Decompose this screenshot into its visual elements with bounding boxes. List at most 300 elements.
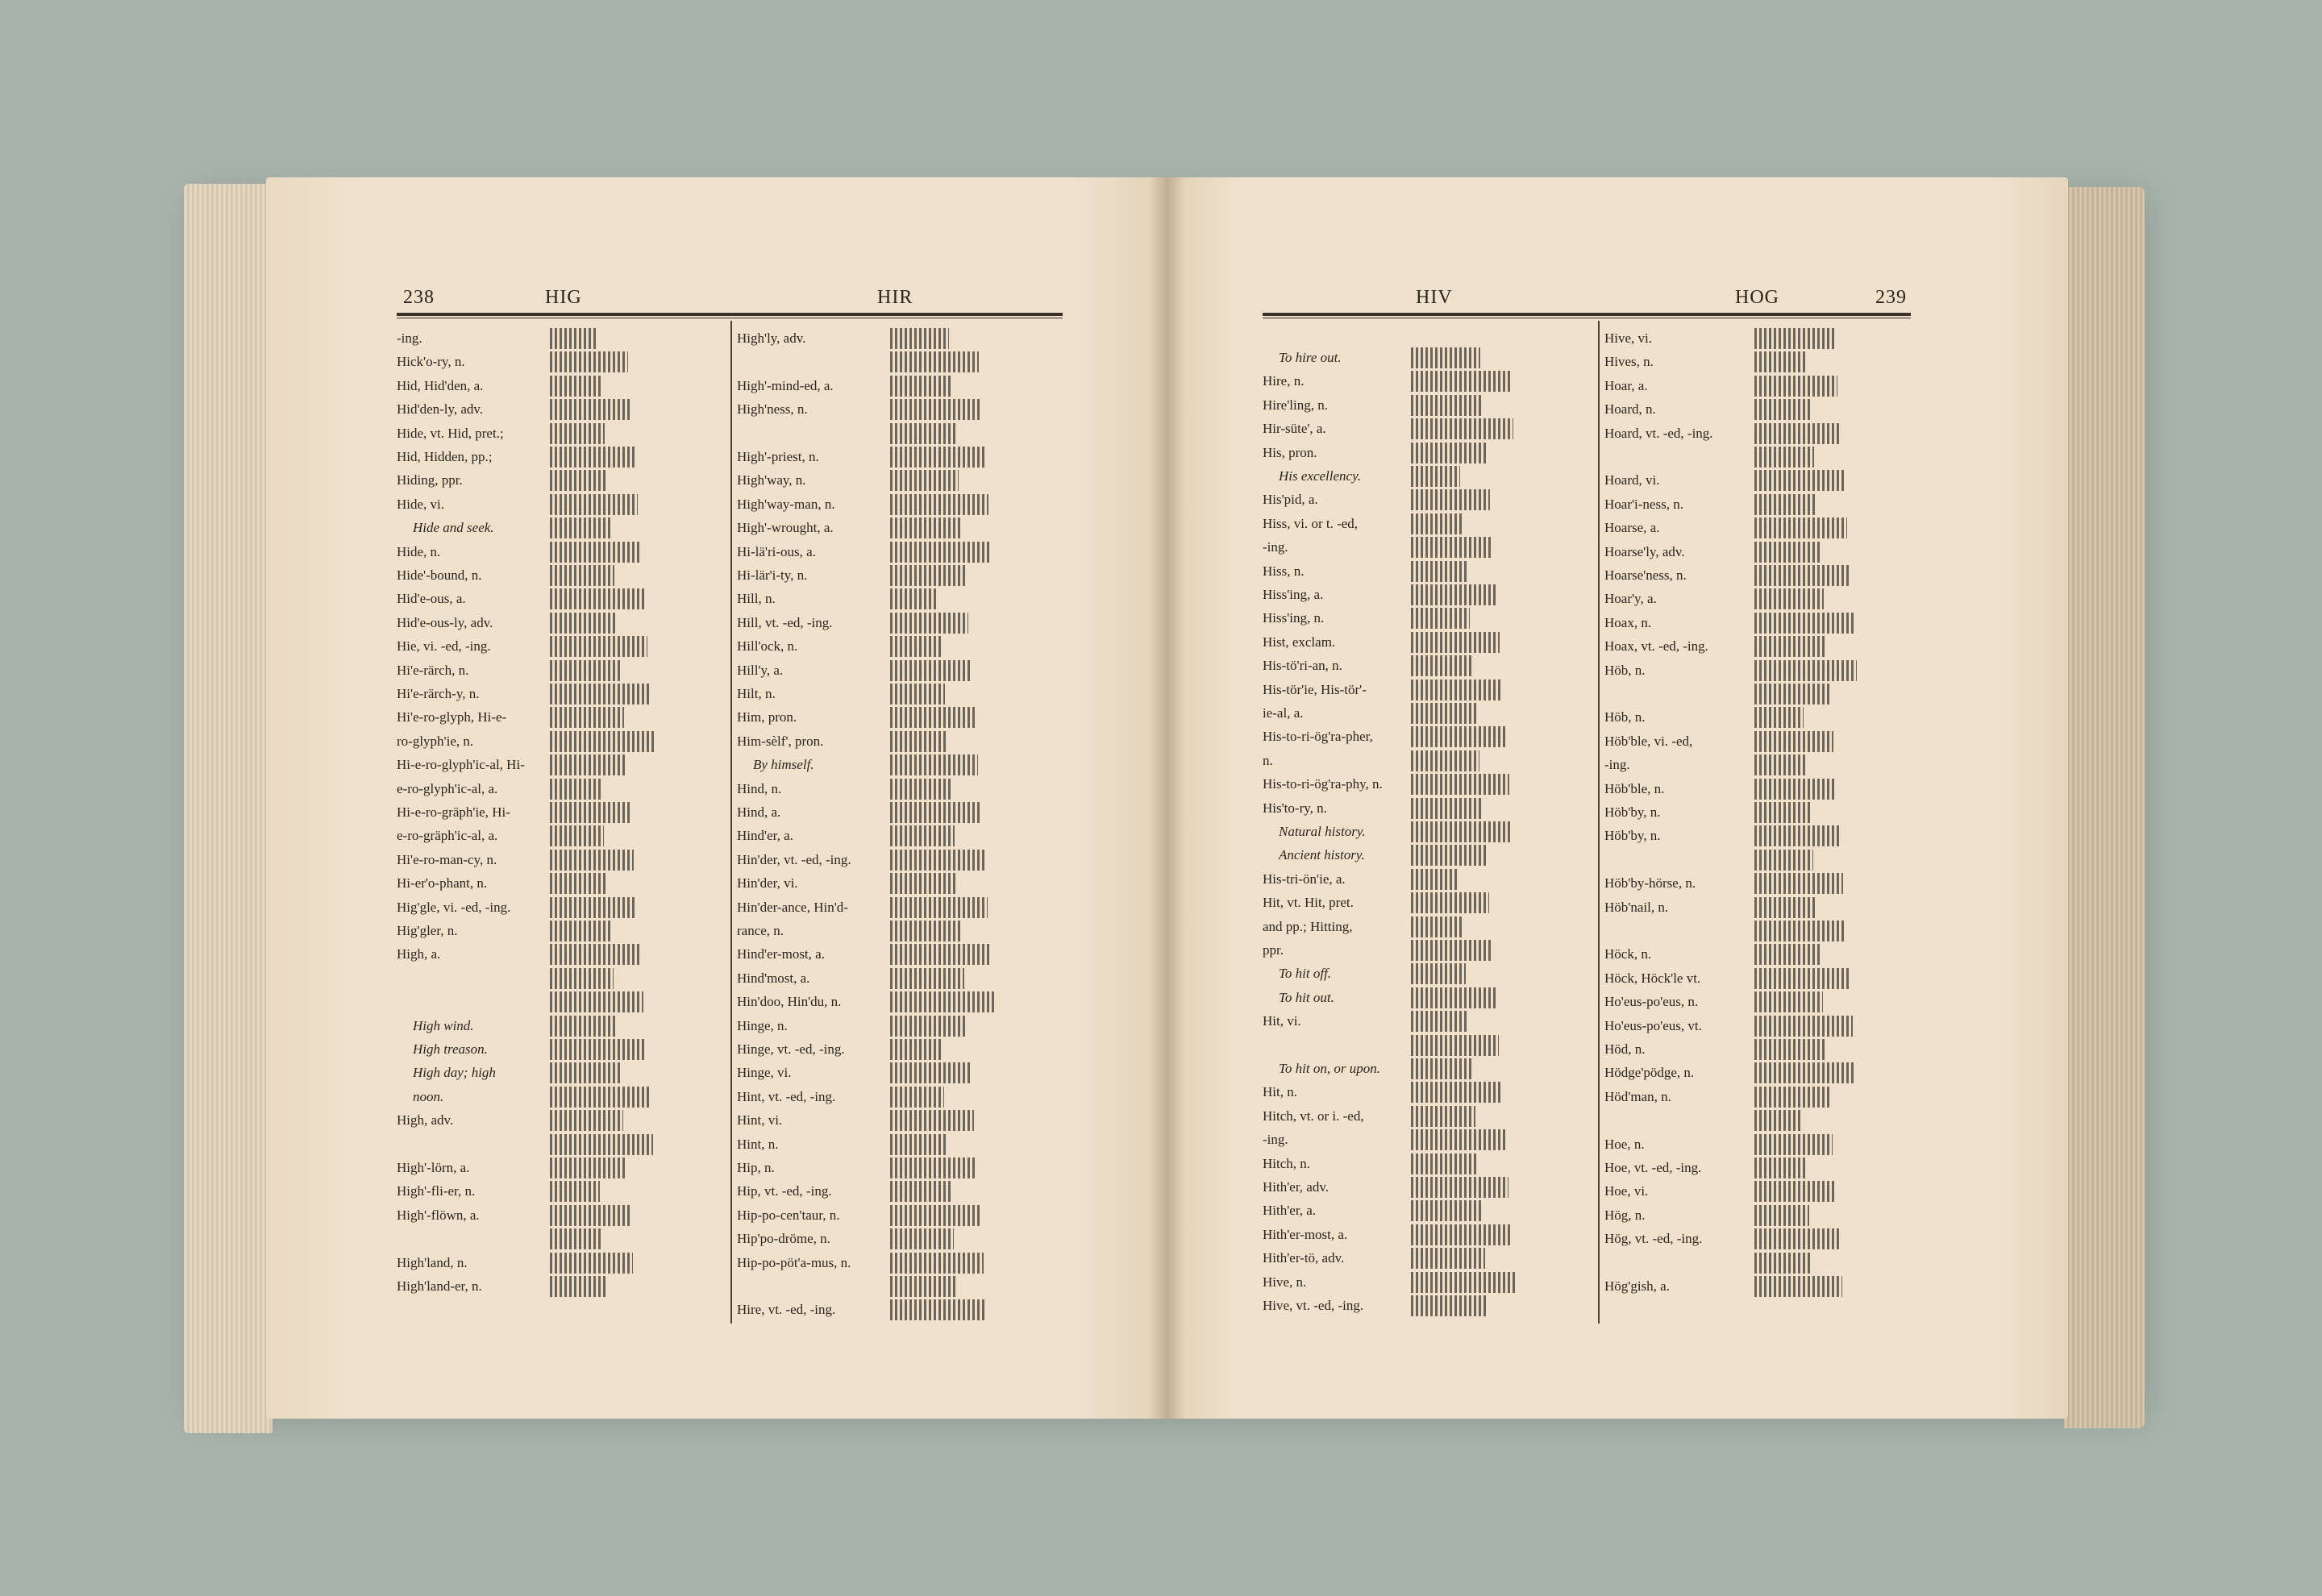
japanese-gloss-texture xyxy=(890,684,945,704)
dictionary-headword: Hoax, n. xyxy=(1604,614,1652,630)
dictionary-headword: Hive, vi. xyxy=(1604,330,1653,346)
dictionary-headword: Höb'ble, n. xyxy=(1604,780,1665,796)
dictionary-headword: Hire'ling, n. xyxy=(1263,397,1328,413)
dictionary-headword: Hith'er, a. xyxy=(1263,1203,1317,1219)
dictionary-headword: Hig'gler, n. xyxy=(397,923,458,938)
japanese-gloss-texture xyxy=(890,351,979,372)
japanese-gloss-texture xyxy=(890,1276,957,1297)
japanese-gloss-texture xyxy=(550,825,604,846)
japanese-gloss-texture xyxy=(890,1205,980,1226)
dictionary-headword: Hide and seek. xyxy=(413,520,494,536)
japanese-gloss-texture xyxy=(1411,418,1513,439)
dictionary-headword: Höb, n. xyxy=(1604,709,1646,725)
dictionary-headword: Hives, n. xyxy=(1604,354,1654,370)
dictionary-headword: Ho'eus-po'eus, vt. xyxy=(1604,1017,1702,1033)
dictionary-headword: Hit, vi. xyxy=(1263,1013,1301,1029)
dictionary-headword: Hi-e-ro-glyph'ic-al, Hi- xyxy=(397,757,525,773)
japanese-gloss-texture xyxy=(550,613,618,634)
dictionary-headword: Hög'gish, a. xyxy=(1604,1278,1670,1294)
dictionary-headword: His-to-ri-ög'ra-phy, n. xyxy=(1263,776,1383,792)
dictionary-headword: Hoax, vt. -ed, -ing. xyxy=(1604,638,1708,655)
dictionary-headword: High day; high xyxy=(413,1065,496,1081)
japanese-gloss-texture xyxy=(550,447,635,468)
japanese-gloss-texture xyxy=(1411,1058,1472,1079)
dictionary-headword: High'-wrought, a. xyxy=(737,520,834,536)
japanese-gloss-texture xyxy=(1754,873,1843,894)
japanese-gloss-texture xyxy=(1411,371,1510,392)
japanese-gloss-texture xyxy=(550,1016,617,1037)
japanese-gloss-texture xyxy=(1754,328,1834,349)
japanese-gloss-texture xyxy=(1411,1272,1515,1293)
dictionary-headword: His, pron. xyxy=(1263,444,1317,460)
dictionary-headword: Hire, vt. -ed, -ing. xyxy=(737,1302,836,1318)
japanese-gloss-texture xyxy=(550,517,611,538)
dictionary-headword: -ing. xyxy=(1263,539,1288,555)
dictionary-headword: Höb'by, n. xyxy=(1604,804,1661,820)
japanese-gloss-texture xyxy=(550,1276,606,1297)
japanese-gloss-texture xyxy=(550,968,614,989)
dictionary-headword: Hint, vi. xyxy=(737,1112,783,1128)
japanese-gloss-texture xyxy=(1754,944,1820,965)
dictionary-headword: Hid, Hidden, pp.; xyxy=(397,449,493,464)
dictionary-headword: Hick'o-ry, n. xyxy=(397,354,465,370)
left-page-number: 238 xyxy=(403,287,435,308)
japanese-gloss-texture xyxy=(550,1110,623,1131)
dictionary-headword: Hid'e-ous-ly, adv. xyxy=(397,614,493,630)
japanese-gloss-texture xyxy=(1754,351,1808,372)
dictionary-headword: Hip, vt. -ed, -ing. xyxy=(737,1183,832,1199)
japanese-gloss-texture xyxy=(890,1016,968,1037)
japanese-gloss-texture xyxy=(890,1110,974,1131)
page-edges-right xyxy=(2064,187,2145,1428)
dictionary-headword: Him-sèlf', pron. xyxy=(737,733,824,749)
japanese-gloss-texture xyxy=(1411,1248,1485,1269)
japanese-gloss-texture xyxy=(1754,376,1837,397)
japanese-gloss-texture xyxy=(1411,1177,1508,1198)
japanese-gloss-texture xyxy=(1411,1106,1475,1127)
japanese-gloss-texture xyxy=(1411,1035,1499,1056)
dictionary-headword: Hind, n. xyxy=(737,780,782,796)
dictionary-headword: High'-priest, n. xyxy=(737,449,819,464)
japanese-gloss-texture xyxy=(1754,897,1816,918)
japanese-gloss-texture xyxy=(550,1039,647,1060)
japanese-gloss-texture xyxy=(1411,963,1466,984)
japanese-gloss-texture xyxy=(1754,1228,1839,1249)
japanese-gloss-texture xyxy=(1754,802,1810,823)
japanese-gloss-texture xyxy=(1411,466,1460,487)
dictionary-headword: Hoe, vi. xyxy=(1604,1183,1649,1199)
japanese-gloss-texture xyxy=(1754,1276,1842,1297)
japanese-gloss-texture xyxy=(550,1205,630,1226)
japanese-gloss-texture xyxy=(890,447,985,468)
dictionary-headword: Hi'e-ro-man-cy, n. xyxy=(397,851,497,867)
dictionary-headword: ppr. xyxy=(1263,942,1284,958)
japanese-gloss-texture xyxy=(1411,1011,1469,1032)
dictionary-headword: High'-mind-ed, a. xyxy=(737,377,834,393)
dictionary-headword: Hip, n. xyxy=(737,1160,775,1175)
japanese-gloss-texture xyxy=(1411,916,1463,937)
japanese-gloss-texture xyxy=(890,944,991,965)
japanese-gloss-texture xyxy=(550,921,610,941)
japanese-gloss-texture xyxy=(1411,1153,1479,1174)
japanese-gloss-texture xyxy=(1411,798,1483,819)
japanese-gloss-texture xyxy=(1411,489,1490,510)
dictionary-headword: His'pid, a. xyxy=(1263,492,1318,508)
japanese-gloss-texture xyxy=(890,1087,944,1108)
dictionary-headword: His excellency. xyxy=(1279,468,1361,484)
japanese-gloss-texture xyxy=(890,565,965,586)
japanese-gloss-texture xyxy=(550,376,601,397)
japanese-gloss-texture xyxy=(890,779,951,800)
dictionary-headword: Hitch, n. xyxy=(1263,1155,1311,1171)
dictionary-headword: Hödge'pödge, n. xyxy=(1604,1065,1695,1081)
dictionary-headword: Hoarse'ness, n. xyxy=(1604,567,1687,583)
japanese-gloss-texture xyxy=(1411,1224,1512,1245)
dictionary-headword: Hind'most, a. xyxy=(737,970,810,986)
japanese-gloss-texture xyxy=(1754,660,1857,681)
japanese-gloss-texture xyxy=(1754,517,1847,538)
dictionary-headword: Hid'den-ly, adv. xyxy=(397,401,484,418)
japanese-gloss-texture xyxy=(890,1181,951,1202)
japanese-gloss-texture xyxy=(1411,680,1503,700)
dictionary-headword: noon. xyxy=(413,1088,444,1104)
japanese-gloss-texture xyxy=(1754,1134,1833,1155)
japanese-gloss-texture xyxy=(550,565,614,586)
dictionary-headword: Hi'e-rärch, n. xyxy=(397,662,469,678)
dictionary-headword: Hide'-bound, n. xyxy=(397,567,482,583)
japanese-gloss-texture xyxy=(890,825,955,846)
dictionary-headword: Hill, vt. -ed, -ing. xyxy=(737,614,833,630)
left-header-rule xyxy=(397,313,1063,316)
japanese-gloss-texture xyxy=(1754,636,1827,657)
right-page-number: 239 xyxy=(1875,287,1907,308)
japanese-gloss-texture xyxy=(1411,774,1509,795)
dictionary-headword: Hoard, vi. xyxy=(1604,472,1660,488)
dictionary-headword: Hint, vt. -ed, -ing. xyxy=(737,1088,836,1104)
japanese-gloss-texture xyxy=(1411,584,1496,605)
japanese-gloss-texture xyxy=(1411,987,1496,1008)
japanese-gloss-texture xyxy=(890,850,984,871)
dictionary-headword: Hoe, n. xyxy=(1604,1136,1645,1152)
dictionary-headword: To hire out. xyxy=(1279,350,1342,365)
dictionary-headword: Hip'po-dröme, n. xyxy=(737,1231,830,1247)
dictionary-headword: Hiding, ppr. xyxy=(397,472,463,488)
dictionary-headword: Hide, vt. Hid, pret.; xyxy=(397,425,504,441)
dictionary-headword: Hi'e-rärch-y, n. xyxy=(397,686,480,701)
dictionary-headword: High wind. xyxy=(413,1017,474,1033)
japanese-gloss-texture xyxy=(890,1134,947,1155)
japanese-gloss-texture xyxy=(1754,1181,1836,1202)
dictionary-headword: Hilt, n. xyxy=(737,686,776,701)
japanese-gloss-texture xyxy=(1754,1062,1856,1083)
japanese-gloss-texture xyxy=(550,328,598,349)
dictionary-headword: Ancient history. xyxy=(1279,847,1365,863)
japanese-gloss-texture xyxy=(1754,613,1854,634)
dictionary-headword: Hist, exclam. xyxy=(1263,634,1336,650)
dictionary-headword: Him, pron. xyxy=(737,709,797,725)
japanese-gloss-texture xyxy=(1754,684,1830,704)
dictionary-headword: His-tör'ie, His-tör'- xyxy=(1263,681,1367,697)
dictionary-headword: Hir-süte', a. xyxy=(1263,421,1326,437)
dictionary-headword: Hitch, vt. or i. -ed, xyxy=(1263,1108,1364,1124)
japanese-gloss-texture xyxy=(1754,921,1846,941)
dictionary-headword: Höd, n. xyxy=(1604,1041,1646,1057)
japanese-gloss-texture xyxy=(1754,991,1823,1012)
dictionary-headword: ie-al, a. xyxy=(1263,705,1304,721)
japanese-gloss-texture xyxy=(890,660,972,681)
japanese-gloss-texture xyxy=(1411,347,1480,368)
japanese-gloss-texture xyxy=(1754,399,1811,420)
japanese-gloss-texture xyxy=(1411,443,1487,463)
dictionary-headword: Hi-e-ro-gräph'ie, Hi- xyxy=(397,804,510,820)
japanese-gloss-texture xyxy=(1411,869,1459,890)
japanese-gloss-texture xyxy=(1754,1039,1826,1060)
dictionary-headword: Hinge, vt. -ed, -ing. xyxy=(737,1041,845,1057)
japanese-gloss-texture xyxy=(550,991,643,1012)
japanese-gloss-texture xyxy=(890,328,949,349)
dictionary-headword: -ing. xyxy=(1263,1132,1288,1148)
dictionary-headword: Hint, n. xyxy=(737,1136,779,1152)
dictionary-headword: Hive, vt. -ed, -ing. xyxy=(1263,1298,1364,1313)
japanese-gloss-texture xyxy=(550,873,607,894)
japanese-gloss-texture xyxy=(1411,561,1467,582)
japanese-gloss-texture xyxy=(1754,1158,1806,1178)
dictionary-headword: Hi-er'o-phant, n. xyxy=(397,875,488,892)
dictionary-headword: His-tri-ön'ie, a. xyxy=(1263,871,1346,887)
dictionary-headword: Hill'y, a. xyxy=(737,662,784,678)
japanese-gloss-texture xyxy=(1754,754,1807,775)
japanese-gloss-texture xyxy=(890,1228,954,1249)
dictionary-headword: Hi'e-ro-glyph, Hi-e- xyxy=(397,709,507,725)
japanese-gloss-texture xyxy=(1754,542,1821,563)
dictionary-headword: Hoard, n. xyxy=(1604,401,1656,418)
dictionary-headword: Höb'ble, vi. -ed, xyxy=(1604,733,1693,749)
japanese-gloss-texture xyxy=(1411,655,1473,676)
dictionary-headword: Hill'ock, n. xyxy=(737,638,798,655)
japanese-gloss-texture xyxy=(550,1253,633,1274)
japanese-gloss-texture xyxy=(550,754,627,775)
japanese-gloss-texture xyxy=(890,921,961,941)
japanese-gloss-texture xyxy=(890,802,981,823)
japanese-gloss-texture xyxy=(890,754,978,775)
dictionary-headword: High'land, n. xyxy=(397,1254,468,1270)
japanese-gloss-texture xyxy=(890,423,955,444)
japanese-gloss-texture xyxy=(550,470,608,491)
dictionary-headword: Hit, n. xyxy=(1263,1084,1297,1100)
japanese-gloss-texture xyxy=(550,1228,603,1249)
dictionary-headword: Hoe, vt. -ed, -ing. xyxy=(1604,1160,1702,1175)
japanese-gloss-texture xyxy=(1754,1016,1853,1037)
japanese-gloss-texture xyxy=(550,684,651,704)
japanese-gloss-texture xyxy=(1411,703,1476,724)
dictionary-headword: Hin'der, vt. -ed, -ing. xyxy=(737,851,851,867)
dictionary-headword: High'-fli-er, n. xyxy=(397,1183,476,1199)
japanese-gloss-texture xyxy=(550,1134,653,1155)
japanese-gloss-texture xyxy=(1411,513,1463,534)
japanese-gloss-texture xyxy=(1411,608,1470,629)
japanese-gloss-texture xyxy=(1411,845,1486,866)
japanese-gloss-texture xyxy=(550,802,630,823)
japanese-gloss-texture xyxy=(550,944,640,965)
japanese-gloss-texture xyxy=(890,399,982,420)
japanese-gloss-texture xyxy=(890,1299,987,1320)
dictionary-headword: His-tö'ri-an, n. xyxy=(1263,658,1342,674)
dictionary-headword: Hin'der, vi. xyxy=(737,875,798,892)
japanese-gloss-texture xyxy=(550,1158,626,1178)
japanese-gloss-texture xyxy=(550,542,641,563)
dictionary-headword: High, a. xyxy=(397,946,441,962)
japanese-gloss-texture xyxy=(890,731,948,752)
japanese-gloss-texture xyxy=(890,494,988,515)
left-guide-word-1: HIG xyxy=(545,287,582,308)
dictionary-headword: Höd'man, n. xyxy=(1604,1088,1671,1104)
dictionary-headword: Hive, n. xyxy=(1263,1274,1307,1290)
japanese-gloss-texture xyxy=(1754,494,1817,515)
japanese-gloss-texture xyxy=(1754,447,1814,468)
japanese-gloss-texture xyxy=(890,636,942,657)
right-header-rule xyxy=(1263,313,1911,316)
dictionary-headword: Hiss, vi. or t. -ed, xyxy=(1263,515,1359,531)
dictionary-headword: Höck, Höck'le vt. xyxy=(1604,970,1701,986)
japanese-gloss-texture xyxy=(1754,731,1833,752)
japanese-gloss-texture xyxy=(550,660,621,681)
japanese-gloss-texture xyxy=(1411,1295,1488,1316)
japanese-gloss-texture xyxy=(1754,850,1813,871)
japanese-gloss-texture xyxy=(1411,892,1489,913)
japanese-gloss-texture xyxy=(1411,940,1492,961)
dictionary-headword: Hire, n. xyxy=(1263,373,1305,389)
japanese-gloss-texture xyxy=(1411,1082,1502,1103)
japanese-gloss-texture xyxy=(890,517,962,538)
dictionary-headword: Hoar, a. xyxy=(1604,377,1648,393)
dictionary-headword: Hig'gle, vi. -ed, -ing. xyxy=(397,899,511,915)
dictionary-headword: Hid'e-ous, a. xyxy=(397,591,466,607)
japanese-gloss-texture xyxy=(1411,1129,1505,1150)
dictionary-headword: Höb'by-hörse, n. xyxy=(1604,875,1696,892)
left-guide-word-2: HIR xyxy=(877,287,913,308)
dictionary-headword: Hoarse, a. xyxy=(1604,520,1660,536)
japanese-gloss-texture xyxy=(890,1062,971,1083)
japanese-gloss-texture xyxy=(890,1158,977,1178)
japanese-gloss-texture xyxy=(1754,565,1850,586)
japanese-gloss-texture xyxy=(550,731,654,752)
japanese-gloss-texture xyxy=(890,613,968,634)
dictionary-headword: Hith'er, adv. xyxy=(1263,1179,1330,1195)
page-edges-left xyxy=(184,184,273,1433)
japanese-gloss-texture xyxy=(1411,726,1506,747)
dictionary-headword: High'-lörn, a. xyxy=(397,1160,470,1175)
dictionary-headword: Hinge, n. xyxy=(737,1017,788,1033)
japanese-gloss-texture xyxy=(890,588,938,609)
dictionary-headword: Hith'er-tö, adv. xyxy=(1263,1250,1345,1266)
dictionary-headword: Hith'er-most, a. xyxy=(1263,1226,1348,1242)
japanese-gloss-texture xyxy=(1754,423,1841,444)
dictionary-headword: Hoard, vt. -ed, -ing. xyxy=(1604,425,1713,441)
right-guide-word-2: HOG xyxy=(1735,287,1779,308)
dictionary-headword: High'-flöwn, a. xyxy=(397,1207,480,1223)
japanese-gloss-texture xyxy=(1411,750,1479,771)
japanese-gloss-texture xyxy=(890,376,952,397)
japanese-gloss-texture xyxy=(1754,1205,1809,1226)
dictionary-headword: Höb'nail, n. xyxy=(1604,899,1669,915)
dictionary-headword: His'to-ry, n. xyxy=(1263,800,1327,816)
japanese-gloss-texture xyxy=(890,873,958,894)
book-gutter xyxy=(1149,177,1185,1419)
japanese-gloss-texture xyxy=(550,1181,600,1202)
japanese-gloss-texture xyxy=(550,636,647,657)
japanese-gloss-texture xyxy=(1754,825,1840,846)
japanese-gloss-texture xyxy=(890,991,994,1012)
dictionary-headword: Hill, n. xyxy=(737,591,776,607)
dictionary-headword: Hinge, vi. xyxy=(737,1065,792,1081)
right-guide-word-1: HIV xyxy=(1416,287,1453,308)
dictionary-headword: Höb'by, n. xyxy=(1604,828,1661,844)
dictionary-headword: Hit, vt. Hit, pret. xyxy=(1263,895,1354,911)
japanese-gloss-texture xyxy=(890,1039,941,1060)
japanese-gloss-texture xyxy=(550,494,638,515)
japanese-gloss-texture xyxy=(1411,821,1513,842)
dictionary-headword: -ing. xyxy=(1604,757,1630,773)
dictionary-headword: and pp.; Hitting, xyxy=(1263,918,1353,934)
japanese-gloss-texture xyxy=(550,779,601,800)
japanese-gloss-texture xyxy=(550,1062,620,1083)
dictionary-headword: Höck, n. xyxy=(1604,946,1652,962)
japanese-gloss-texture xyxy=(890,968,964,989)
japanese-gloss-texture xyxy=(550,850,634,871)
dictionary-headword: ro-glyph'ie, n. xyxy=(397,733,474,749)
japanese-gloss-texture xyxy=(550,399,631,420)
left-column-separator xyxy=(730,321,732,1324)
dictionary-headword: High treason. xyxy=(413,1041,488,1057)
right-column-separator xyxy=(1598,321,1600,1324)
dictionary-headword: Höb, n. xyxy=(1604,662,1646,678)
japanese-gloss-texture xyxy=(890,470,959,491)
japanese-gloss-texture xyxy=(550,351,628,372)
japanese-gloss-texture xyxy=(1411,1200,1482,1221)
dictionary-headword: n. xyxy=(1263,752,1273,768)
dictionary-headword: Hög, vt. -ed, -ing. xyxy=(1604,1231,1703,1247)
dictionary-headword: Hie, vi. -ed, -ing. xyxy=(397,638,491,655)
dictionary-headword: -ing. xyxy=(397,330,422,346)
dictionary-headword: e-ro-gräph'ic-al, a. xyxy=(397,828,498,844)
japanese-gloss-texture xyxy=(1754,588,1824,609)
japanese-gloss-texture xyxy=(550,1087,650,1108)
dictionary-headword: By himself. xyxy=(753,757,814,773)
dictionary-headword: Hind'er-most, a. xyxy=(737,946,825,962)
dictionary-headword: Natural history. xyxy=(1279,824,1366,839)
dictionary-headword: To hit on, or upon. xyxy=(1279,1061,1380,1076)
dictionary-headword: Hide, n. xyxy=(397,543,441,559)
dictionary-headword: Ho'eus-po'eus, n. xyxy=(1604,994,1699,1010)
dictionary-headword: Hoar'y, a. xyxy=(1604,591,1657,607)
dictionary-headword: Hin'doo, Hin'du, n. xyxy=(737,994,842,1010)
dictionary-headword: Hip-po-cen'taur, n. xyxy=(737,1207,840,1223)
japanese-gloss-texture xyxy=(1754,968,1850,989)
dictionary-headword: High'ness, n. xyxy=(737,401,808,418)
japanese-gloss-texture xyxy=(1754,470,1844,491)
dictionary-headword: High'land-er, n. xyxy=(397,1278,482,1294)
dictionary-headword: To hit off. xyxy=(1279,966,1332,982)
dictionary-headword: Hoarse'ly, adv. xyxy=(1604,543,1685,559)
dictionary-headword: To hit out. xyxy=(1279,989,1334,1005)
dictionary-headword: Hip-po-pöt'a-mus, n. xyxy=(737,1254,851,1270)
dictionary-headword: Hin'der-ance, Hin'd- xyxy=(737,899,848,915)
japanese-gloss-texture xyxy=(890,707,975,728)
japanese-gloss-texture xyxy=(1754,707,1804,728)
dictionary-headword: Hoar'i-ness, n. xyxy=(1604,496,1683,512)
japanese-gloss-texture xyxy=(550,423,605,444)
dictionary-headword: Hi-lä'ri-ous, a. xyxy=(737,543,816,559)
